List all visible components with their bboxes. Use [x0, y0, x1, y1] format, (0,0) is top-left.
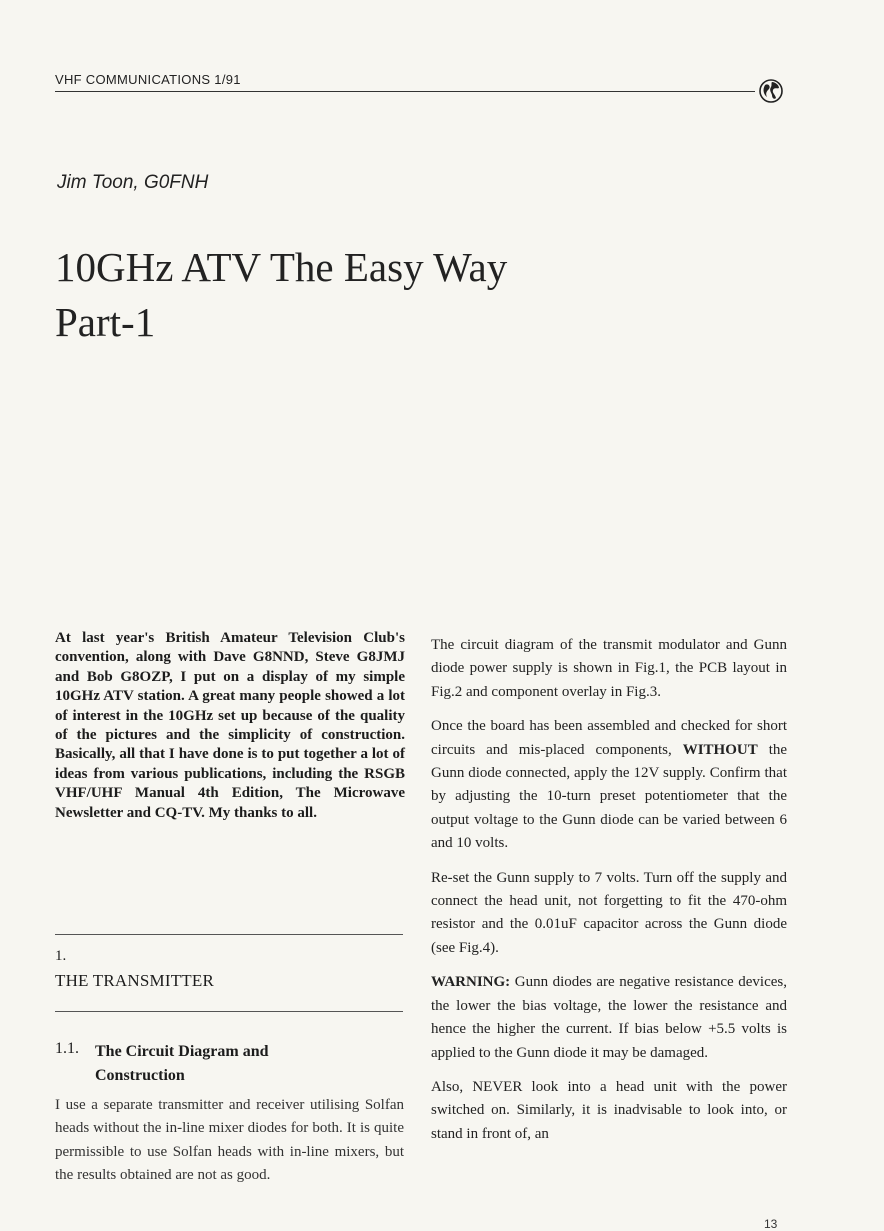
globe-icon	[756, 76, 786, 106]
paragraph-gunn-supply: Re-set the Gunn supply to 7 volts. Turn off the supply and connect the head unit, not forgetting to fit the 470-ohm resistor and the 0.01uF capacitor across the Gunn diode (see Fig.4).	[431, 869, 787, 956]
subsection-title-line-1: The Circuit Diagram and	[95, 1043, 269, 1060]
paragraph-board-assembly	[431, 715, 787, 855]
intro-paragraph: At last year's British Amateur Television Club's convention, along with Dave G8NND, Steve G8JMJ and Bob G8OZP, I put on a display of my simple 10GHz ATV station. A great many people showed a lot of interest in the 10GHz set up because of the quality of the pictures and the simplicity of construction. Basically, all that I have done is to put together a lot of ideas from various publications, including the RSGB VHF/UHF Manual 4th Edition, The Microwave Newsletter and CQ-TV. My thanks to all.	[55, 630, 405, 821]
section-number: 1.	[55, 948, 67, 964]
title-line-1: 10GHz ATV The Easy Way	[55, 244, 508, 290]
header-rule	[55, 91, 755, 92]
right-column	[431, 634, 787, 1157]
section-title: THE TRANSMITTER	[55, 971, 214, 990]
author-name: Jim Toon, G0FNH	[57, 172, 209, 193]
paragraph-board-assembly-a: Once the board has been assembled and checked for short circuits and mis-placed components,	[431, 718, 787, 758]
running-header: VHF COMMUNICATIONS 1/91	[55, 72, 241, 87]
paragraph-safety: Also, NEVER look into a head unit with the power switched on. Similarly, it is inadvisable to look into, or stand in front of, an	[431, 1078, 787, 1142]
article-title	[55, 240, 507, 350]
warning-label: WARNING:	[431, 974, 511, 991]
paragraph-board-assembly-b: the Gunn diode connected, apply the 12V supply. Confirm that by adjusting the 10-turn preset potentiometer that the output voltage to the Gunn diode can be varied between 6 and 10 volts.	[431, 741, 788, 852]
title-line-2: Part-1	[55, 299, 156, 345]
left-column	[55, 629, 405, 823]
section-rule-bottom	[55, 1011, 403, 1012]
subsection-title-line-2: Construction	[95, 1067, 185, 1084]
paragraph-circuit-diagram: The circuit diagram of the transmit modulator and Gunn diode power supply is shown in Fig.1, the PCB layout in Fig.2 and component overlay in Fig.3.	[431, 637, 787, 700]
page-number: 13	[764, 1217, 778, 1231]
subsection-title	[95, 1040, 355, 1088]
warning-text: Gunn diodes are negative resistance devices, the lower the bias voltage, the lower the resistance and hence the higher the current. If bias below +5.5 volts is applied to the Gunn diode it may be damaged.	[431, 974, 787, 1061]
body-paragraph-left: I use a separate transmitter and receiver utilising Solfan heads without the in-line mixer diodes for both. It is quite permissible to use Solfan heads with in-line mixers, but the results obtained are not as good.	[55, 1097, 404, 1183]
section-rule-top	[55, 934, 403, 935]
paragraph-warning	[431, 971, 787, 1065]
emphasis-without: WITHOUT	[682, 741, 758, 758]
subsection-number: 1.1.	[55, 1040, 79, 1057]
